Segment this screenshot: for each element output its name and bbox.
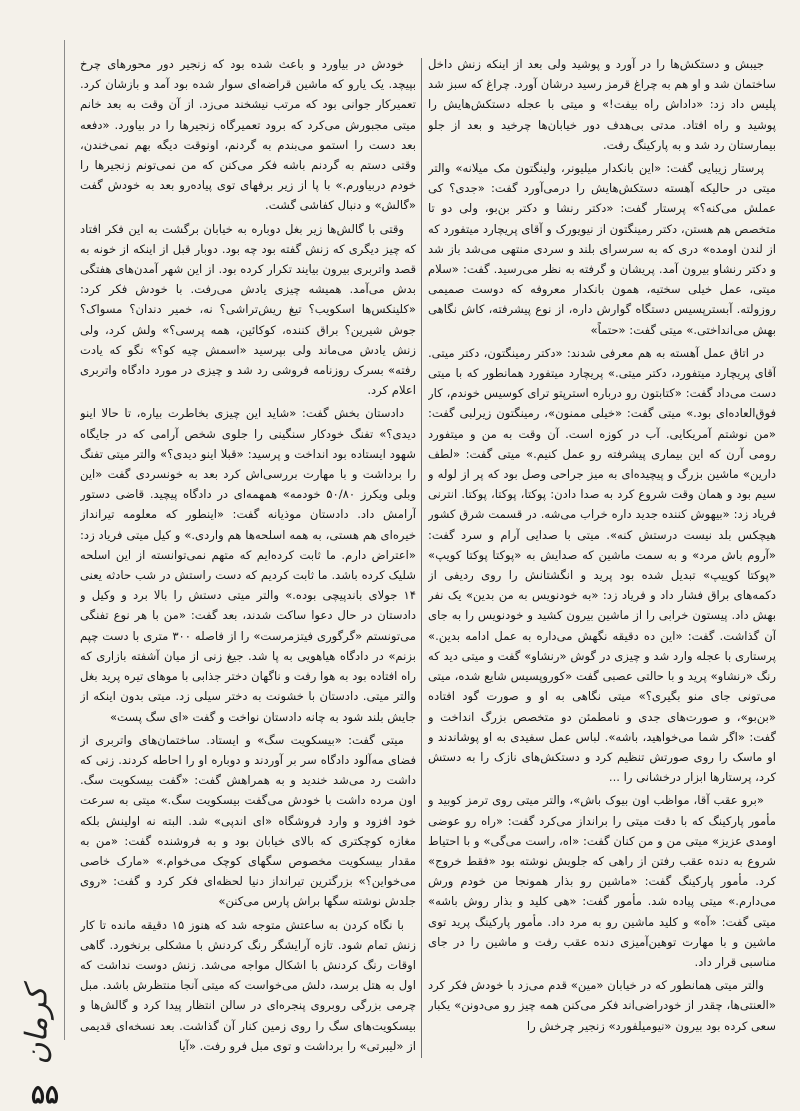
paragraph: خودش در بیاورد و باعث شده بود که زنجیر دور محورهای چرخ بپیچد. یک یارو که ماشین قراضه‌ای سوار شده بود آمد و بازشان کرد. تعمیرکار جوانی بود که مرتب نیشخند می‌زد. از آن وقت به بعد خانم میتی مجبورش می‌کرد که برود تعمیرگاه زنجیرها را در بیاورد. «دفعه بعد دست را استمو می‌بندم به گردنم، اونوقت دیگه بهم نمی‌خندن، وقتی دستم به گردنم باشه فکر می‌کنن که من نمی‌تونم زنجیرها را خودم دربیاورم.» با پا از زیر برفهای توی پیاده‌رو بعد به خودش گفت «گالش» و دنبال کفاشی گشت. [80,57,416,213]
left-text-column [80,54,416,1059]
paragraph: در اتاق عمل آهسته به هم معرفی شدند: «دکتر رمینگتون، دکتر میتی. آقای پریچارد میتفورد، دکتر میتی.» پریچارد میتفورد همانطور که با میتی دست می‌داد گفت: «کتابتون رو درباره استرپتو ترای کوسیس خوندم، کار فوق‌العاده‌ای بود.» میتی گفت: «خیلی ممنون»، رمینگتون زیرلبی گفت: «من نوشتم آمریکایی. آب در کوزه است. آن وقت به من و میتفورد رومی آرن که این بیماری پیشرفته رو عمل کنیم.» میتی گفت: «لطف دارین» ماشین بزرگ و پیچیده‌ای به میز جراحی وصل بود که پر از لوله و سیم بود و همان وقت شروع کرد به صدا دادن: پوکتا، پوکتا، پوکتا. انترنی فریاد زد: «بیهوش کننده جدید داره خراب می‌شه. در قسمت شرق کشور هیچکس بلد نیست درستش کنه». میتی با صدایی آرام و سرد گفت: «آروم باش مرد» و به سمت ماشین که صدایش به «پوکتا پوکتا کویپ» «پوکتا کوییپ» تبدیل شده بود پرید و انگشتانش را روی ردیفی از دکمه‌های براق فشار داد و فریاد زد: «به خودنویس به من بدین» یک نفر بهش داد. پیستون خرابی را از ماشین بیرون کشید و خودنویس را به جای آن گذاشت. گفت: «این ده دقیقه نگهش می‌داره به عمل ادامه بدین.» پرستاری با عجله وارد شد و چیزی در گوش «رنشاو» گفت و میتی دید که رنگ «رنشاو» پرید و با حالتی عصبی گفت «کوروپسیس شایع شده، میتی می‌تونی جای منو بگیری؟» میتی نگاهی به او و صورت گود افتاده «بن‌بو»، و صورت‌های جدی و نامطمئن دو متخصص بزرگ انداخت و گفت: «اگر شما می‌خواهید، باشه». لباس عمل سفیدی به او پوشاندند و او ماسک را روی صورتش تنظیم کرد و دستکش‌های نازک را به دستش کرد، پرستارها ابزار درخشانی را ... [428,345,776,785]
paragraph: والتر میتی همانطور که در خیابان «مین» قدم می‌زد با خودش فکر کرد «العنتی‌ها، چقدر از خودراضی‌اند فکر می‌کنن همه چیز رو می‌دونن» یکبار سعی کرده بود بیرون «نیومیلفورد» زنجیر چرخش را [428,978,776,1033]
paragraph: با نگاه کردن به ساعتش متوجه شد که هنوز ۱۵ دقیقه مانده تا کار زنش تمام شود. تازه آرایشگر رنگ کردنش با مشکلی برنخورد. گاهی اوقات رنگ کردنش با اشکال مواجه می‌شد. زنش دوست نداشت که اول به هتل برسد، دلش می‌خواست که میتی آنجا منتظرش باشد. مبل چرمی بزرگی روبروی پنجره‌ای در سالن انتظار پیدا کرد و گالش‌ها و بیسکویت‌های سگ را روی زمین کنار آن گذاشت. بعد نسخه‌ای قدیمی از «لیبرتی» را برداشت و توی مبل فرو رفت. «آیا [80,917,416,1053]
magazine-logo-text: کرمان [19,986,55,1065]
paragraph: دادستان بخش گفت: «شاید این چیزی بخاطرت بیاره، تا حالا اینو دیدی؟» تفنگ خودکار سنگینی را جلوی شخص آرامی که در جایگاه شهود ایستاده بود انداخت و پرسید: «قبلا اینو دیدی؟» والتر میتی تفنگ را برداشت و با مهارت بررسی‌اش کرد بعد به خونسردی گفت «این وبلی ویکرز ۵۰/۸۰ خودمه» همهمه‌ای در دادگاه پیچید. قاضی دستور آرامش داد. دادستان موذیانه گفت: «اینطور که معلومه تیرانداز خیره‌ای هم هستی، به همه اسلحه‌ها هم واردی.» و کیل میتی فریاد زد: «اعتراض دارم. ما ثابت کرده‌ایم که متهم نمی‌توانسته از این اسلحه شلیک کرده باشد. ما ثابت کردیم که دست راستش در شب حادثه یعنی ۱۴ جولای باندپیچی بوده.» والتر میتی دستش را بالا برد و وکیل و دادستان در حال دعوا ساکت شدند، بعد گفت: «من با هر نوع تفنگی می‌تونستم «گرگوری فیتزمرست» را از فاصله ۳۰۰ متری با دست چپم بزنم» در دادگاه هیاهویی به پا شد. جیغ زنی از میان آشفته بازاری که راه افتاده بود به هوا رفت و ناگهان دختر جذابی با موهای تیره پرید بغل والتر میتی. دادستان با خشونت به دختر سیلی زد. میتی بدون اینکه از جایش بلند شود به چانه دادستان نواخت و گفت «ای سگ پست» [80,406,416,724]
column-divider [421,58,422,1058]
paragraph: «برو عقب آقا، مواظب اون بیوک باش»، والتر میتی روی ترمز کوبید و مأمور پارکینگ که با دقت میتی را برانداز می‌کرد گفت: «راه رو عوضی اومدی عزیز» میتی من و من کنان گفت: «اه، راست می‌گی» و با احتیاط شروع به دنده عقب رفتن از راهی که جلویش نوشته بود «فقط خروج» کرد. مأمور پارکینگ گفت: «ماشین رو بذار همونجا من خودم ورش می‌دارم.» میتی پیاده شد. مأمور گفت: «هی کلید و بذار روش باشه» میتی گفت: «آه» و کلید ماشین رو به مرد داد. مأمور پارکینگ پرید توی ماشین و با مهارت توهین‌آمیزی دنده عقب رفت و ماشین را در جای مناسبی قرار داد. [428,793,776,969]
paragraph: جیبش و دستکش‌ها را در آورد و پوشید ولی بعد از اینکه زنش داخل ساختمان شد و او هم به چراغ قرمز رسید درشان آورد. چراغ که سبز شد پلیس داد زد: «داداش راه بیفت!» و میتی با عجله دستکش‌هایش را پوشید و راه افتاد. مدتی بی‌هدف دور خیابان‌ها چرخید و بعد از جلو بیمارستان رد شد و به پارکینگ رفت. [428,57,776,152]
page-number: ۵۵ [31,1080,59,1110]
paragraph: میتی گفت: «بیسکویت سگ» و ایستاد. ساختمان‌های واتربری از فضای مه‌آلود دادگاه سر بر آوردند و دوباره او را احاطه کردند. زنی که داشت رد می‌شد خندید و به همراهش گفت: «گفت بیسکویت سگ. اون مرده داشت با خودش می‌گفت بیسکویت سگ.» میتی به سرعت خود افزود و وارد فروشگاه «ای اندپی» شد. البته نه اولینش بلکه مغازه کوچکتری که بالای خیابان بود و به فروشنده گفت: «من به مقدار بیسکویت مخصوص سگهای کوچک می‌خوام.» «مارک خاصی می‌خواین؟» بزرگترین تیرانداز دنیا لحظه‌ای فکر کرد و گفت: «روی جلدش نوشته سگها براش پارس می‌کنن» [80,732,416,909]
magazine-logo [16,968,56,1078]
paragraph: وقتی با گالش‌ها زیر بغل دوباره به خیابان برگشت به این فکر افتاد که چیز دیگری که زنش گفته بود چه بود. دوبار قبل از اینکه از خونه به قصد واتربری بیرون بیایند تکرار کرده بود. از این شهر آمدن‌های هفتگی بدش می‌آمد. همیشه چیزی یادش می‌رفت. با خودش فکر کرد: «کلینکس‌ها اسکویب؟ تیغ ریش‌تراشی؟ نه، خمیر دندان؟ مسواک؟ جوش شیرین؟ براق کننده، کوکائین، همه پرسی؟» ولش کرد، ولی زنش یادش می‌ماند ولی بپرسید «اسمش چیه کو؟» نگو که یادت رفته» بسرک روزنامه فروشی رد شد و چیزی در مورد دادگاه واتربری اعلام کرد. [80,221,416,398]
paragraph: پرستار زیبایی گفت: «این بانکدار میلیونر، ولینگتون مک میلانه» والتر میتی در حالیکه آهسته دستکش‌هایش را درمی‌آورد گفت: «جدی؟ کی عملش می‌کنه؟» پرستار گفت: «دکتر رنشا و دکتر بن‌بو، ولی دو تا متخصص هم هستن، دکتر رمینگتون از نیویورک و آقای پریچارد میتفورد که از لندن اومده» دری که به سرسرای بلند و سردی منتهی می‌شد باز شد و دکتر رنشاو بیرون آمد. پریشان و گرفته به نظر می‌رسید. گفت: «سلام میتی، عمل خیلی سختیه، همون بانکدار معروفه که دوست صمیمی روزولته. آبسترپسیس دستگاه گوارش داره، از نوع پیشرفته، کاش نگاهی بهش می‌انداختی.» میتی گفت: «حتماً» [428,161,776,337]
left-margin-rule [64,40,65,1040]
right-text-column [428,54,776,1059]
